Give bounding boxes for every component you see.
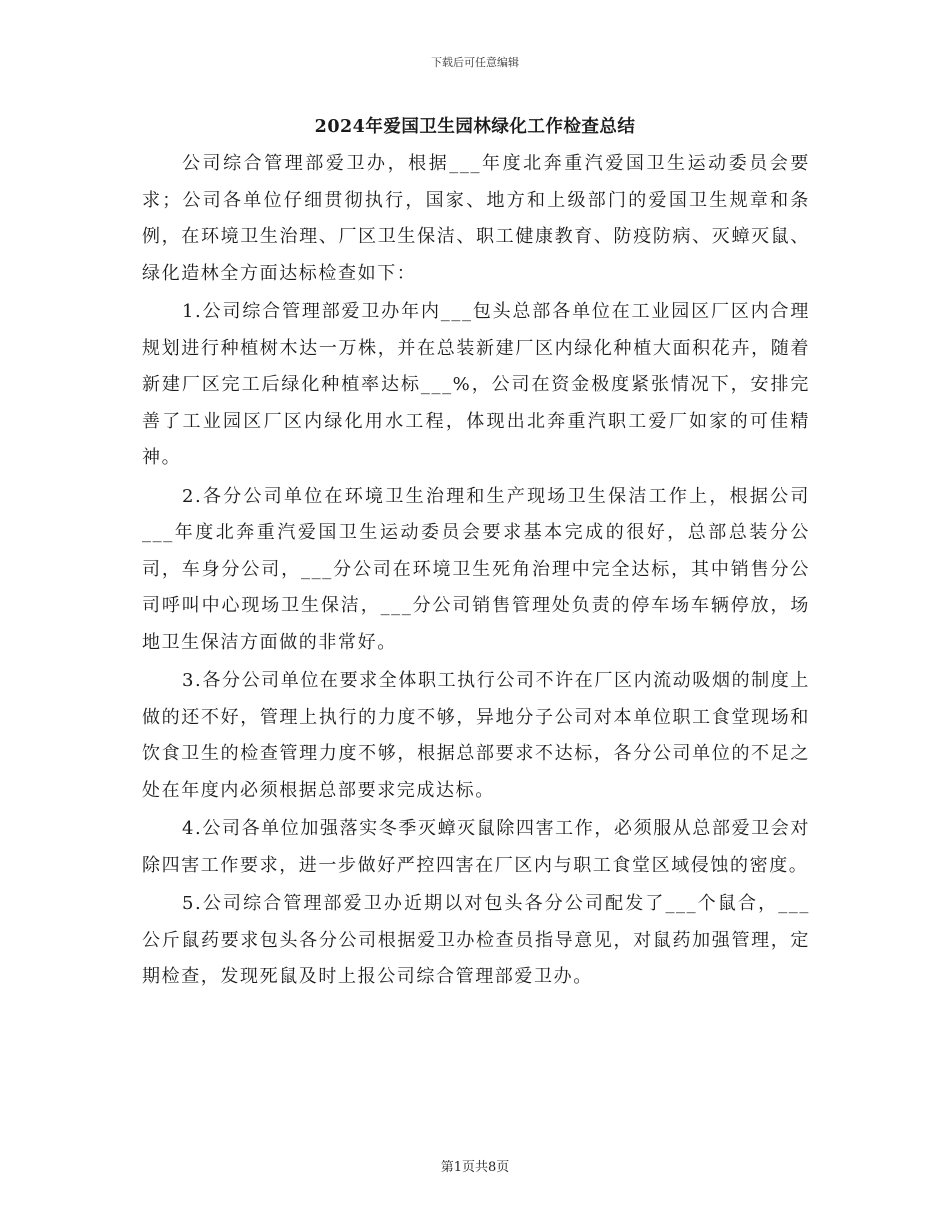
paragraph-item-1: 1.公司综合管理部爱卫办年内___包头总部各单位在工业园区厂区内合理规划进行种植树木达一万株，并在总装新建厂区内绿化种植大面积花卉，随着新建厂区完工后绿化种植率达标___%，公司在资金极度紧张情况下，安排完善了工业园区厂区内绿化用水工程，体现出北奔重汽职工爱厂如家的可佳精神。: [142, 301, 810, 468]
paragraph-item-2: 2.各分公司单位在环境卫生治理和生产现场卫生保洁工作上，根据公司___年度北奔重汽爱国卫生运动委员会要求基本完成的很好，总部总装分公司，车身分公司，___分公司在环境卫生死角治理中完全达标，其中销售分公司呼叫中心现场卫生保洁，___分公司销售管理处负责的停车场车辆停放，场地卫生保洁方面做的非常好。: [142, 485, 810, 653]
paragraph-item-5: 5.公司综合管理部爱卫办近期以对包头各分公司配发了___个鼠合，___公斤鼠药要求包头各分公司根据爱卫办检查员指导意见，对鼠药加强管理，定期检查，发现死鼠及时上报公司综合管理部爱卫办。: [142, 893, 810, 987]
paragraph-item-3: 3.各分公司单位在要求全体职工执行公司不许在厂区内流动吸烟的制度上做的还不好，管理上执行的力度不够，异地分子公司对本单位职工食堂现场和饮食卫生的检查管理力度不够，根据总部要求不达标，各分公司单位的不足之处在年度内必须根据总部要求完成达标。: [142, 670, 810, 801]
page-number-footer: 第1页共8页: [440, 1160, 510, 1175]
paragraph-item-4: 4.公司各单位加强落实冬季灭蟑灭鼠除四害工作，必须服从总部爱卫会对除四害工作要求，进一步做好严控四害在厂区内与职工食堂区域侵蚀的密度。: [142, 818, 810, 876]
document-title: 2024年爱国卫生园林绿化工作检查总结: [314, 117, 636, 137]
paragraph-intro: 公司综合管理部爱卫办，根据___年度北奔重汽爱国卫生运动委员会要求；公司各单位仔细贯彻执行，国家、地方和上级部门的爱国卫生规章和条例，在环境卫生治理、厂区卫生保洁、职工健康教育、防疫防病、灭蟑灭鼠、绿化造林全方面达标检查如下：: [142, 153, 810, 284]
page-header-note: 下载后可任意编辑: [431, 56, 519, 69]
document-body: [142, 146, 810, 998]
